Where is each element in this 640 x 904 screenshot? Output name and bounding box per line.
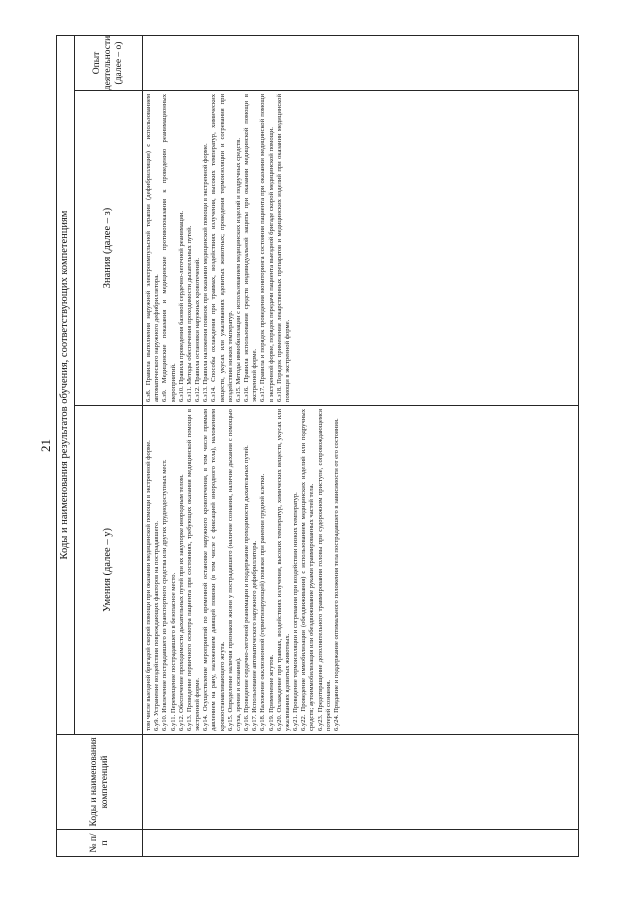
competency-table [56, 35, 579, 857]
knowledge-item: 6.з16. Правила использования средств индивидуальной защиты при оказании медицинской помощи в экстренной форме. [243, 94, 259, 402]
skill-item: 6.у16. Проведение сердечно-легочной реанимации и поддержание проходимости дыхательных путей. [243, 445, 251, 731]
skill-item: том числе выездной бригадой скорой помощи при оказании медицинской помощи в экстренной форме. [145, 440, 152, 731]
skill-item: 6.у23. Предотвращение дополнительного травмирования головы при судорожном приступе, сопровождающемся потерей сознания. [316, 409, 332, 731]
knowledge-item: 6.з14. Способы охлаждения при травмах, воздействиях излучения, высоких температур, химических веществ, укусах или ужаливаниях ядовитых животных; проведения термоизоляции и согревания при воздействии низких температур. [210, 94, 234, 402]
header-results-group-text: Коды и наименования результатов обучения, соответствующих компетенциям [59, 210, 71, 560]
knowledge-item: 6.з11. Методы обеспечения проходимости дыхательных путей. [185, 225, 193, 402]
skill-item: 6.у22. Проведение иммобилизации (обездвиживания) с использованием медицинских изделий или подручных средств; аутоиммобилизация или обездвиживание руками травмированных частей тела. [300, 409, 316, 731]
skill-item: 6.у21. Проведение термоизоляции и согревания при воздействии низких температур. [292, 492, 300, 731]
skill-item: 6.у17. Использование автоматического наружного дефибриллятора. [251, 540, 259, 731]
knowledge-item: 6.з9. Медицинские показания и медицинские противопоказания к проведению реанимационных мероприятий. [161, 94, 177, 402]
header-knowledge-text: Знания (далее – з) [102, 207, 114, 289]
row-number-cell [143, 830, 578, 856]
header-skills-text: Умения (далее – у) [102, 528, 114, 612]
skill-item: 6.у9. Устранение воздействия повреждающих факторов на пострадавшего. [153, 520, 161, 731]
skill-item: 6.у12. Обеспечение проходимости дыхательных путей при их закупорке инородным телом. [177, 474, 185, 731]
header-knowledge [75, 91, 142, 405]
skill-item: 6.у13. Проведение первичного осмотра пациента при состояниях, требующих оказания медицинской помощи в экстренной форме. [185, 409, 202, 731]
header-competency-codes-text: Коды и наименования компетенций [88, 737, 110, 827]
header-experience [75, 36, 142, 90]
page-number-text: 21 [38, 439, 53, 452]
knowledge-item: 6.з13. Правила наложения повязок при оказании медицинской помощи в экстренной форме. [202, 143, 210, 402]
skill-item: 6.у14. Осуществление мероприятий по временной остановке наружного кровотечения, в том числе прямым давлением на рану, наложением давящей повязки (в том числе с фиксацией инородного тела), наложением кровоостанавливающего жгута. [202, 409, 226, 731]
skill-item: 6.у10. Извлечение пострадавшего из транспортного средства или других труднодоступных мест. [161, 459, 169, 731]
skills-cell [143, 406, 578, 734]
skill-item: 6.у19. Применение жгутов. [267, 654, 275, 731]
header-number-text: № п/п [88, 833, 110, 853]
knowledge-item: 6.з10. Правила проведения базовой сердечно-легочной реанимации. [177, 210, 185, 402]
knowledge-item: 6.з12. Правила остановки наружных кровотечений. [194, 257, 202, 402]
header-number [57, 830, 142, 856]
header-competency-codes [57, 735, 142, 829]
competency-cell [143, 735, 578, 829]
header-experience-text: Опыт деятельности (далее – о) [92, 36, 124, 90]
knowledge-item: 6.з18. Порядок применения лекарственных препаратов и медицинских изделий при оказании медицинской помощи в экстренной форме. [275, 94, 291, 402]
skill-item: 6.у18. Наложение окклюзионной (герметизирующей) повязки при ранении грудной клетки. [259, 473, 267, 731]
header-skills [75, 406, 142, 734]
knowledge-item: 6.з15. Методы иммобилизации с использованием медицинских изделий и подручных средств. [234, 137, 242, 402]
skill-item: 6.у20. Охлаждение при травмах, воздействиях излучения, высоких температур, химических веществ, укусах или ужаливаниях ядовитых животных. [275, 409, 291, 731]
experience-cell [143, 36, 578, 90]
knowledge-cell [143, 91, 578, 405]
skill-item: 6.у24. Придание и поддержание оптимального положения тела пострадавшего в зависимости от его состояния. [332, 418, 340, 731]
grid-line [56, 856, 579, 857]
header-results-group [57, 36, 74, 734]
skill-item: 6.у11. Перемещение пострадавшего в безопасное место. [169, 572, 177, 731]
skill-item: 6.у15. Определение наличия признаков жизни у пострадавшего (наличие сознания, наличие дыхания с помощью слуха, зрения и осязания). [226, 409, 242, 731]
knowledge-item: 6.з8. Правила выполнения наружной электроимпульсной терапии (дефибрилляции) с использованием автоматического наружного дефибриллятора. [145, 94, 161, 402]
knowledge-item: 6.з17. Правила и порядок проведения мониторинга состояния пациента при оказании медицинской помощи в экстренной форме, порядок передачи пациента выездной бригаде скорой медицинской помощи. [259, 94, 275, 402]
